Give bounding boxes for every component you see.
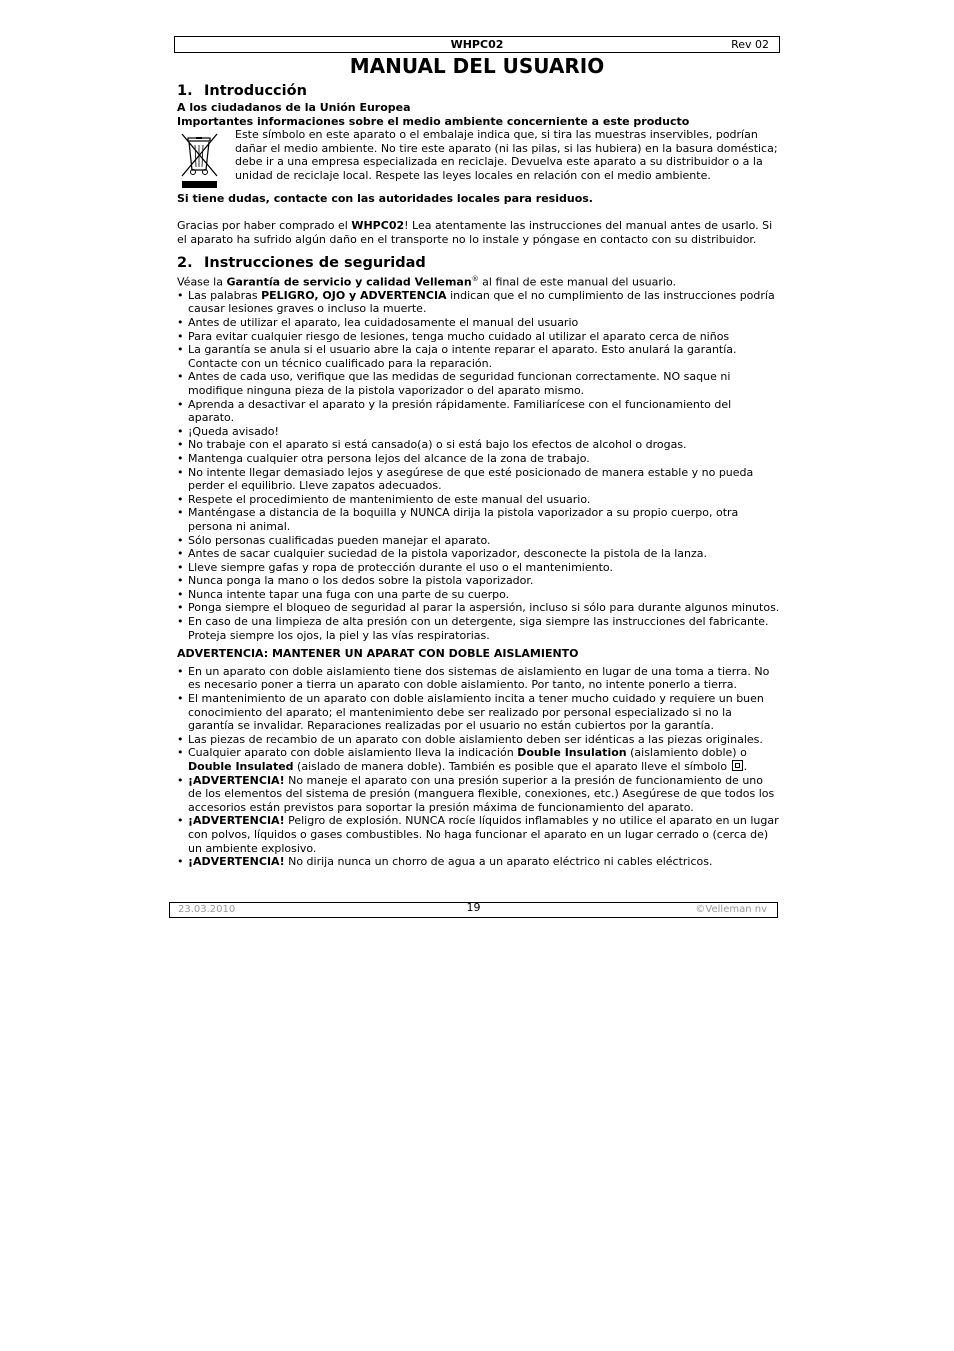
thanks-paragraph: Gracias por haber comprado el WHPC02! Lea atentamente las instrucciones del manual antes de usarlo. Si el aparato ha sufrido algún daño en el transporte no lo instale y póngase en contacto con su distribuidor. [177,219,773,246]
warranty-intro: Véase la Garantía de servicio y calidad Velleman® al final de este manual del usuario. [177,274,677,289]
list-item: • Para evitar cualquier riesgo de lesiones, tenga mucho cuidado al utilizar el aparato cerca de niños [177,330,780,344]
list-item: • En un aparato con doble aislamiento tiene dos sistemas de aislamiento en lugar de una toma a tierra. No es necesario poner a tierra un aparato con doble aislamiento. Por tanto, no intente ponerlo a tierra. [177,665,780,692]
list-item: • Nunca intente tapar una fuga con una parte de su cuerpo. [177,588,780,602]
list-item: • Las piezas de recambio de un aparato con doble aislamiento deben ser idénticas a las piezas originales. [177,733,780,747]
list-item: • Las palabras PELIGRO, OJO y ADVERTENCIA indican que el no cumplimiento de las instrucciones podría causar lesiones graves o incluso la muerte. [177,289,780,316]
list-item: • No intente llegar demasiado lejos y asegúrese de que esté posicionado de manera estable y no pueda perder el equilibrio. Lleve zapatos adecuados. [177,466,780,493]
list-item: • El mantenimiento de un aparato con doble aislamiento incita a tener mucho cuidado y requiere un buen conocimiento del aparato; el mantenimiento debe ser realizado por personal especializado si no la garantía se invalidar. Reparaciones realizadas por el usuario no están cubiertos por la garantía. [177,692,780,733]
list-item: • Respete el procedimiento de mantenimiento de este manual del usuario. [177,493,780,507]
double-insulation-warning-heading: ADVERTENCIA: MANTENER UN APARAT CON DOBLE AISLAMIENTO [177,647,579,661]
section-2-heading: 2. Instrucciones de seguridad [177,254,426,271]
crossed-bin-icon [177,128,235,192]
list-item: • Nunca ponga la mano o los dedos sobre la pistola vaporizador. [177,574,780,588]
page-number: 19 [466,901,481,914]
page-footer [169,902,778,918]
manual-page [174,36,780,869]
section-1-heading: 1. Introducción [177,83,307,99]
list-item: • Sólo personas cualificadas pueden manejar el aparato. [177,534,780,548]
list-item: • ¡ADVERTENCIA! No dirija nunca un chorro de agua a un aparato eléctrico ni cables eléctricos. [177,855,780,869]
weee-block [177,128,780,192]
eu-citizens-subheading: A los ciudadanos de la Unión Europea [177,101,411,114]
list-item: • Cualquier aparato con doble aislamiento lleva la indicación Double Insulation (aislamiento doble) o Double Insulated (aislado de manera doble). También es posible que el aparato lleve el símbolo . [177,746,780,773]
list-item: • ¡Queda avisado! [177,425,780,439]
list-item: • En caso de una limpieza de alta presión con un detergente, siga siempre las instrucciones del fabricante. Proteja siempre los ojos, la piel y las vías respiratorias. [177,615,780,642]
double-insulation-symbol-icon [732,760,743,771]
list-item: • Lleve siempre gafas y ropa de protección durante el uso o el mantenimiento. [177,561,780,575]
footer-date: 23.03.2010 [178,904,236,915]
header-model: WHPC02 [450,38,504,51]
safety-list [174,289,780,642]
list-item: • Antes de sacar cualquier suciedad de la pistola vaporizador, desconecte la pistola de la lanza. [177,547,780,561]
list-item: • ¡ADVERTENCIA! No maneje el aparato con una presión superior a la presión de funcionamiento de uno de los elementos del sistema de presión (manguera flexible, conexiones, etc.) Asegúrese de que todos los accesorios están previstos para soportar la presión máxima de funcionamiento del aparato. [177,774,780,815]
doubts-notice: Si tiene dudas, contacte con las autoridades locales para residuos. [177,192,593,206]
list-item: • Manténgase a distancia de la boquilla y NUNCA dirija la pistola vaporizador a su propio cuerpo, otra persona ni animal. [177,506,780,533]
weee-notice: Este símbolo en este aparato o el embalaje indica que, si tira las muestras inservibles, podrían dañar el medio ambiente. No tire este aparato (ni las pilas, si las hubiera) en la basura doméstica; debe ir a una empresa especializada en reciclaje. Devuelva este aparato a su distribuidor o a la unidad de reciclaje local. Respete las leyes locales en relación con el medio ambiente. [235,128,778,182]
list-item: • La garantía se anula si el usuario abre la caja o intente reparar el aparato. Esto anulará la garantía. Contacte con un técnico cualificado para la reparación. [177,343,780,370]
environment-subheading: Importantes informaciones sobre el medio ambiente concerniente a este producto [177,114,690,128]
list-item: • ¡ADVERTENCIA! Peligro de explosión. NUNCA rocíe líquidos inflamables y no utilice el aparato en un lugar con polvos, líquidos o gases combustibles. No haga funcionar el aparato en un lugar cerrado o (cerca de) un ambiente explosivo. [177,814,780,855]
list-item: • Ponga siempre el bloqueo de seguridad al parar la aspersión, incluso si sólo para durante algunos minutos. [177,601,780,615]
list-item: • Aprenda a desactivar el aparato y la presión rápidamente. Familiarícese con el funcionamiento del aparato. [177,398,780,425]
footer-copyright: ©Velleman nv [695,904,767,915]
list-item: • Mantenga cualquier otra persona lejos del alcance de la zona de trabajo. [177,452,780,466]
double-insulation-list [174,665,780,869]
page-title: MANUAL DEL USUARIO [349,54,605,78]
page-header [174,36,780,53]
list-item: • Antes de cada uso, verifique que las medidas de seguridad funcionan correctamente. NO saque ni modifique ninguna pieza de la pistola vaporizador o del aparato mismo. [177,370,780,397]
list-item: • Antes de utilizar el aparato, lea cuidadosamente el manual del usuario [177,316,780,330]
header-revision: Rev 02 [731,38,769,51]
list-item: • No trabaje con el aparato si está cansado(a) o si está bajo los efectos de alcohol o drogas. [177,438,780,452]
